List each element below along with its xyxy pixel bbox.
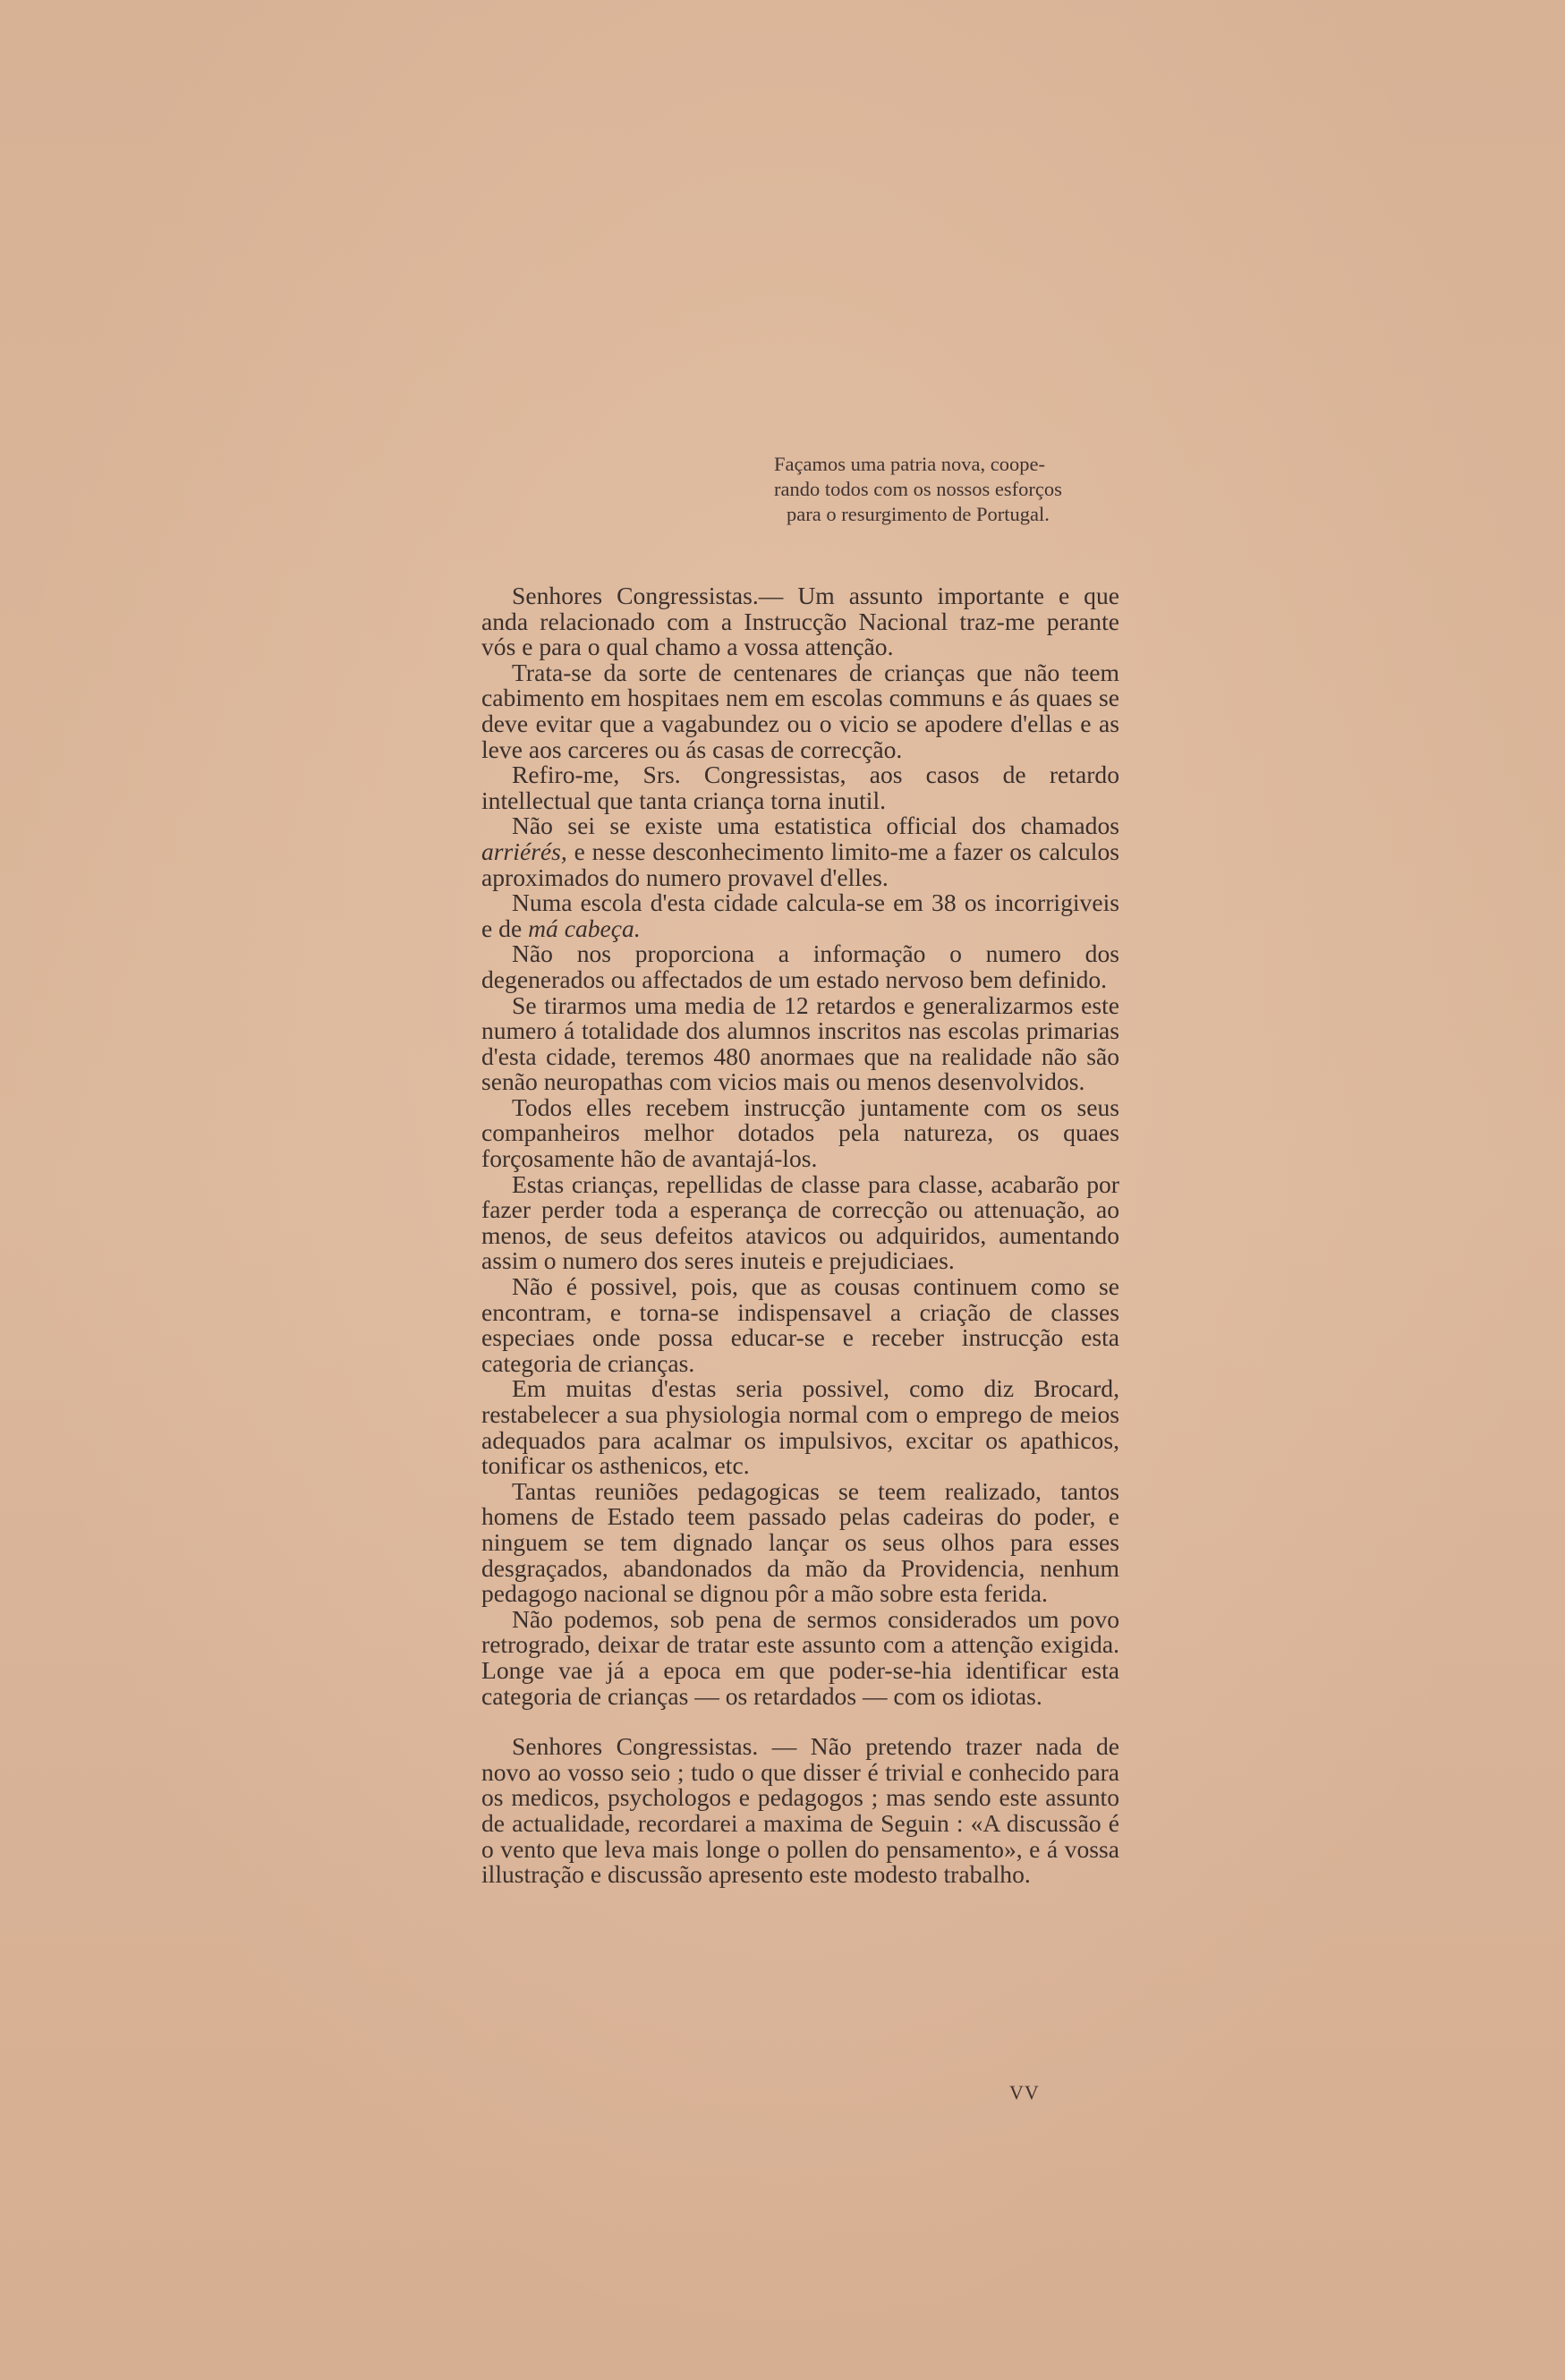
paragraph: Senhores Congressistas.— Um assunto importante e que anda relacionado com a Instrucção Nacional traz-me perante vós e para o qual chamo a vossa attenção. xyxy=(481,582,1119,661)
epigraph-line: para o resurgimento de Portugal. xyxy=(787,503,1050,525)
epigraph-line: rando todos com os nossos esforços xyxy=(774,478,1062,500)
paragraph-text: Numa escola d'esta cidade calcula-se em 38 os incorrigiveis e de xyxy=(481,888,1119,942)
paragraph: Se tirarmos uma media de 12 retardos e generalizarmos este numero á totalidade dos alumnos inscritos nas escolas primarias d'esta cidade, teremos 480 anormaes que na realidade não são senão neuropathas com vicios mais ou menos desenvolvidos. xyxy=(481,990,1119,1096)
epigraph-line: Façamos uma patria nova, coope- xyxy=(774,453,1046,475)
paragraph: Não é possivel, pois, que as cousas continuem como se encontram, e torna-se indispensavel a criação de classes especiaes onde possa educar-se e receber instrucção esta categoria de crianças. xyxy=(481,1272,1119,1377)
paragraph: Refiro-me, Srs. Congressistas, aos casos de retardo intellectual que tanta criança torna inutil. xyxy=(481,761,1119,814)
paragraph xyxy=(481,813,1119,890)
paragraph: Todos elles recebem instrucção juntamente com os seus companheiros melhor dotados pela natureza, os quaes forçosamente hão de avantajá-los. xyxy=(481,1092,1119,1173)
paragraph: Tantas reuniões pedagogicas se teem realizado, tantos homens de Estado teem passado pelas cadeiras do poder, e ninguem se tem dignado lançar os seus olhos para esses desgraçados, abandonados da mão da Providencia, nenhum pedagogo nacional se dignou pôr a mão sobre esta ferida. xyxy=(481,1476,1119,1608)
body-text xyxy=(481,583,1119,1888)
italic-term: arriérés, xyxy=(481,837,567,865)
epigraph xyxy=(774,452,1150,527)
paragraph xyxy=(481,890,1119,941)
paragraph: Estas crianças, repellidas de classe para classe, acabarão por fazer perder toda a esperança de correcção ou attenuação, ao menos, de seus defeitos atavicos ou adquiridos, aumentando assim o numero dos seres inuteis e prejudiciaes. xyxy=(481,1169,1119,1275)
italic-term: má cabeça. xyxy=(528,914,641,942)
paragraph: Não podemos, sob pena de sermos considerados um povo retrogrado, deixar de tratar este assunto com a attenção exigida. Longe vae já a epoca em que poder-se-hia identificar esta categoria de crianças — os retardados — com os idiotas. xyxy=(481,1604,1119,1710)
paragraph: Não nos proporciona a informação o numero dos degenerados ou affectados de um estado nervoso bem definido. xyxy=(481,939,1119,993)
paragraph-text: e nesse desconhecimento limito-me a fazer os calculos aproximados do numero provavel d'elles. xyxy=(481,837,1119,891)
paragraph: Trata-se da sorte de centenares de crianças que não teem cabimento em hospitaes nem em escolas communs e ás quaes se deve evitar que a vagabundez ou o vicio se apodere d'ellas e as leve aos carceres ou ás casas de correcção. xyxy=(481,658,1119,763)
paragraph: Senhores Congressistas. — Não pretendo trazer nada de novo ao vosso seio ; tudo o que disser é trivial e conhecido para os medicos, psychologos e pedagogos ; mas sendo este assunto de actualidade, recordarei a maxima de Seguin : «A discussão é o vento que leva mais longe o pollen do pensamento», e á vossa illustração e discussão apresento este modesto trabalho. xyxy=(481,1732,1119,1889)
paragraph: Em muitas d'estas seria possivel, como diz Brocard, restabelecer a sua physiologia normal com o emprego de meios adequados para acalmar os impulsivos, excitar os apathicos, tonificar os asthenicos, etc. xyxy=(481,1374,1119,1480)
paragraph-text: Não sei se existe uma estatistica official dos chamados xyxy=(512,812,1119,840)
signature-mark: VV xyxy=(1009,2081,1040,2104)
